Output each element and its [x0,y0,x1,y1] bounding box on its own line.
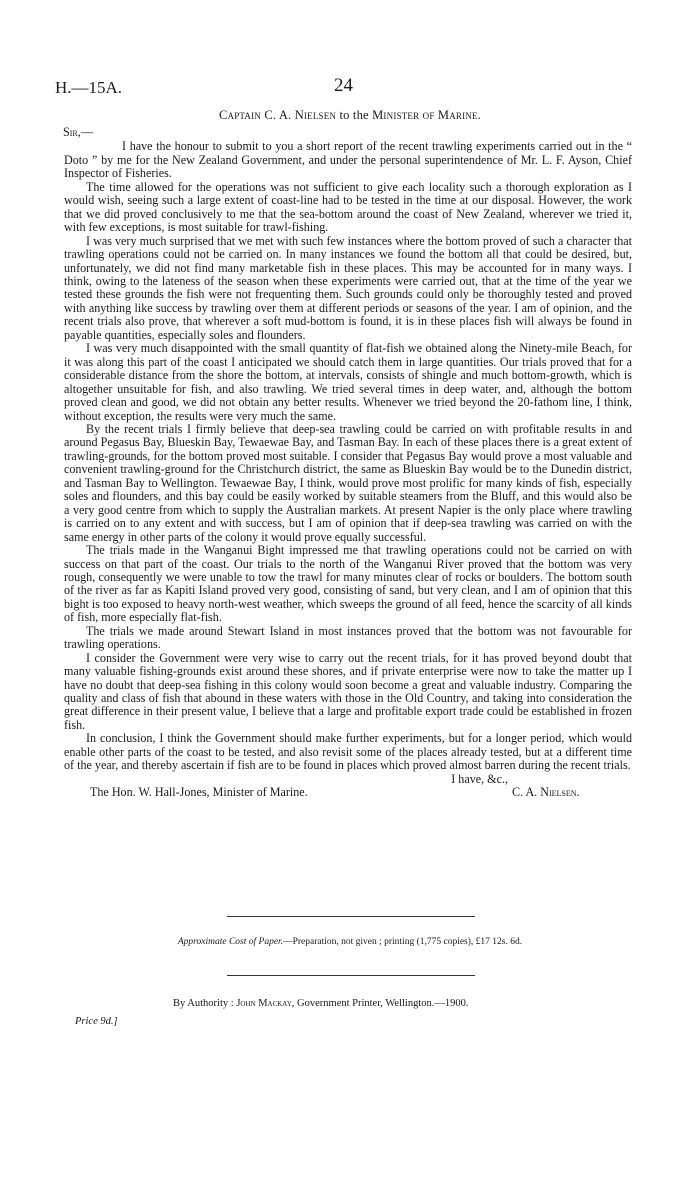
paragraph: By the recent trials I firmly believe that deep-sea trawling could be carried on with profitable results in and around Pegasus Bay, Blueskin Bay, Tewaewae Bay, and Tasman Bay. In each of these places there is a great extent of trawling-grounds, for the bottom proved most suitable. I consider that Pegasus Bay would prove a most valuable and convenient trawling-ground for the Christchurch district, the same as Blueskin Bay would be to the Dunedin district, and Tasman Bay to Wellington. Tewaewae Bay, I think, would prove most prolific for many kinds of fish, especially soles and flounders, and this bay could be easily worked by suitable steamers from the Bluff, and this would also be a very good centre from which to supply the Australian markets. At present Napier is the only place where trawling is carried on to any extent and with success, but I am of opinion that if deep-sea trawling was carried on with the same energy in other parts of the colony it would prove equally successful. [64,421,632,544]
paragraph: I consider the Government were very wise to carry out the recent trials, for it has proved beyond doubt that many valuable fishing-grounds exist around these shores, and if private enterprise were now to take the matter up I have no doubt that deep-sea fishing in this colony would soon become a great and valuable industry. Comparing the quality and class of fish that abound in these waters with those in the Old Country, and taking into consideration the great difference in their present value, I believe that a large and profitable export trade could be established in frozen fish. [64,650,632,732]
paragraph: The trials made in the Wanganui Bight impressed me that trawling operations could not be carried on with success on that part of the coast. Our trials to the north of the Wanganui River proved that the bottom was very rough, consequently we were unable to tow the trawl for many minutes clear of rocks or boulders. The bottom south of the river as far as Kapiti Island proved very good, consisting of sand, but very clean, and I am of opinion that this bight is too exposed to heavy north-west weather, which sweeps the ground of all feed, hence the scarcity of all kinds of fish, more especially flat-fish. [64,543,632,625]
addressee: The Hon. W. Hall-Jones, Minister of Marine. [90,785,308,800]
paragraph: I was very much surprised that we met with such few instances where the bottom proved of such a character that trawling operations could not be carried on. In many instances we found the bottom all that could be desired, but, unfortunately, we did not find many marketable fish in these places. This may be accounted for in many ways. I think, owing to the lateness of the season when these experiments were carried out, that at the time of the year we tested these grounds the fish were not frequenting them. Such grounds could only be thoroughly tested and proved with anything like success by trawling over them at different periods or seasons of the year. I am of opinion, and the recent trials also prove, that wherever a soft mud-bottom is found, it is in these places fish will always be found in payable quantities, especially soles and flounders. [64,233,632,342]
paragraph: I have the honour to submit to you a short report of the recent trawling experiments carried out in the “ Doto ” by me for the New Zealand Government, and under the personal superintendence of Mr. L. F. Ayson, Chief Inspector of Fisheries. [64,139,632,181]
signature-row [64,786,632,802]
closing: I have, &c., [451,771,508,786]
authority-line [173,998,469,1009]
authority-suffix: Government Printer, Wellington.—1900. [297,998,469,1009]
title-connector: to the [339,108,369,122]
printer-name: John Mackay, [236,998,295,1009]
cost-note [0,937,700,947]
cost-detail: —Preparation, not given ; printing (1,775 copies), £17 12s. 6d. [283,937,523,947]
paragraph: The time allowed for the operations was not sufficient to give each locality such a thorough exploration as I would wish, seeing such a large extent of coast-line had to be tested in the time at our disposal. However, the work that we did proved conclusively to me that the sea-bottom around the coast of New Zealand, wherever we tried it, with few exceptions, is most suitable for trawl-fishing. [64,179,632,235]
page-number: 24 [334,75,353,96]
salutation: Sir,— [63,125,93,139]
paragraph: In conclusion, I think the Government should make further experiments, but for a longer period, which would enable other parts of the coast to be tested, and also revisit some of the places already tested, but at a different time of the year, and thereby ascertain if fish are to be found in places which proved almost barren during the recent trials. [64,731,632,773]
letter-title [0,108,700,123]
signature: C. A. Nielsen. [512,785,580,800]
letter-body [64,126,632,802]
divider-rule [227,916,475,917]
authority-prefix: By Authority : [173,998,234,1009]
document-reference: H.—15A. [55,78,123,97]
paragraph: I was very much disappointed with the small quantity of flat-fish we obtained along the Ninety-mile Beach, for it was along this part of the coast I anticipated we should catch them in large quantities. Our trials proved that for a considerable distance from the shore the bottom, at intervals, consists of shingle and much bottom-growth, which is altogether unsuitable for fish, and also trawling. We tried several times in deep water, and, although the bottom proved clean and good, we did not obtain any better results. Whenever we tried beyond the 20-fathom line, I think, without exception, the results were very much the same. [64,341,632,423]
divider-rule [227,975,475,976]
title-from: Captain C. A. Nielsen [218,108,337,122]
price: Price 9d.] [75,1016,118,1027]
paragraph: The trials we made around Stewart Island in most instances proved that the bottom was not favourable for trawling operations. [64,623,632,652]
cost-label: Approximate Cost of Paper. [177,937,284,947]
title-to: Minister of Marine. [372,108,482,122]
